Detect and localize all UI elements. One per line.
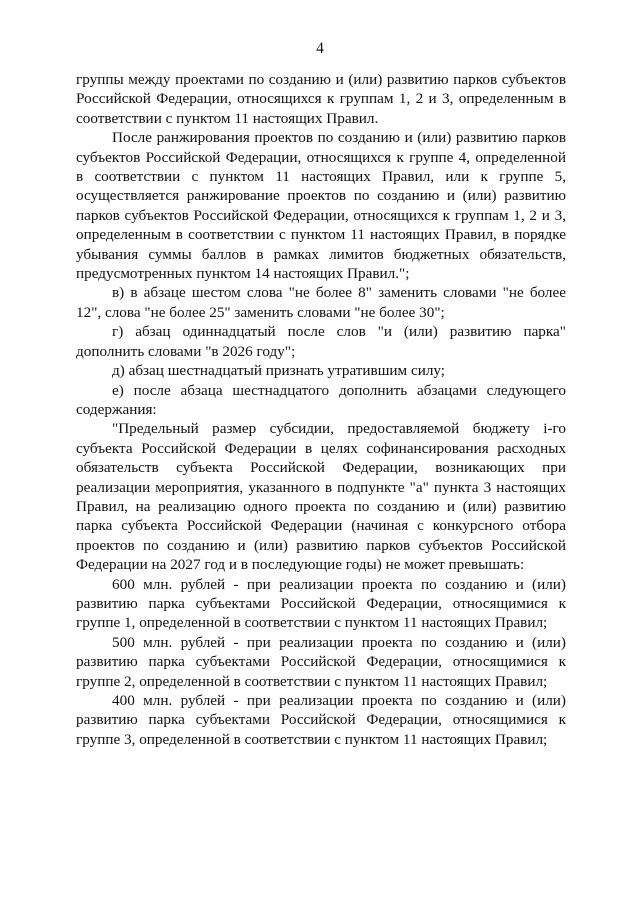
paragraph-7: "Предельный размер субсидии, предоставляемой бюджету i-го субъекта Российской Федерации в целях софинансирования расходных обязательств субъекта Российской Федерации, возникающих при реализации мероприятия, указанного в подпункте "а" пункта 3 настоящих Правил, на реализацию одного проекта по созданию и (или) развитию парка субъекта Российской Федерации (начиная с конкурсного отбора проектов по созданию и (или) развитию парков субъектов Российской Федерации на 2027 год и в последующие годы) не может превышать: [76, 420, 566, 574]
paragraph-4: г) абзац одиннадцатый после слов "и (или) развитию парка" дополнить словами "в 2026 году"; [76, 323, 566, 360]
page-number: 4 [316, 40, 324, 57]
paragraph-6: е) после абзаца шестнадцатого дополнить абзацами следующего содержания: [76, 381, 566, 418]
paragraph-8: 600 млн. рублей - при реализации проекта по созданию и (или) развитию парка субъектами Российской Федерации, относящимися к группе 1, определенной в соответствии с пунктом 11 настоящих Правил; [76, 575, 566, 632]
paragraph-1: группы между проектами по созданию и (или) развитию парков субъектов Российской Федерации, относящихся к группам 1, 2 и 3, определенным в соответствии с пунктом 11 настоящих Правил. [76, 71, 566, 127]
paragraph-2: После ранжирования проектов по созданию и (или) развитию парков субъектов Российской Федерации, относящихся к группе 4, определенной в соответствии с пунктом 11 настоящих Правил, или к группе 5, осуществляется ранжирование проектов по созданию и (или) развитию парков субъектов Российской Федерации, относящихся к группам 1, 2 и 3, определенным в соответствии с пунктом 11 настоящих Правил, в порядке убывания суммы баллов в рамках лимитов бюджетных обязательств, предусмотренных пунктом 14 настоящих Правил."; [76, 129, 566, 283]
paragraph-3: в) в абзаце шестом слова "не более 8" заменить словами "не более 12", слова "не более 25" заменить словами "не более 30"; [76, 284, 566, 321]
paragraph-10: 400 млн. рублей - при реализации проекта по созданию и (или) развитию парка субъектами Российской Федерации, относящимися к группе 3, определенной в соответствии с пунктом 11 настоящих Правил; [76, 692, 566, 748]
paragraph-5: д) абзац шестнадцатый признать утратившим силу; [112, 362, 446, 380]
paragraph-9: 500 млн. рублей - при реализации проекта по созданию и (или) развитию парка субъектами Российской Федерации, относящимися к группе 2, определенной в соответствии с пунктом 11 настоящих Правил; [76, 633, 566, 690]
document-body [76, 70, 566, 749]
